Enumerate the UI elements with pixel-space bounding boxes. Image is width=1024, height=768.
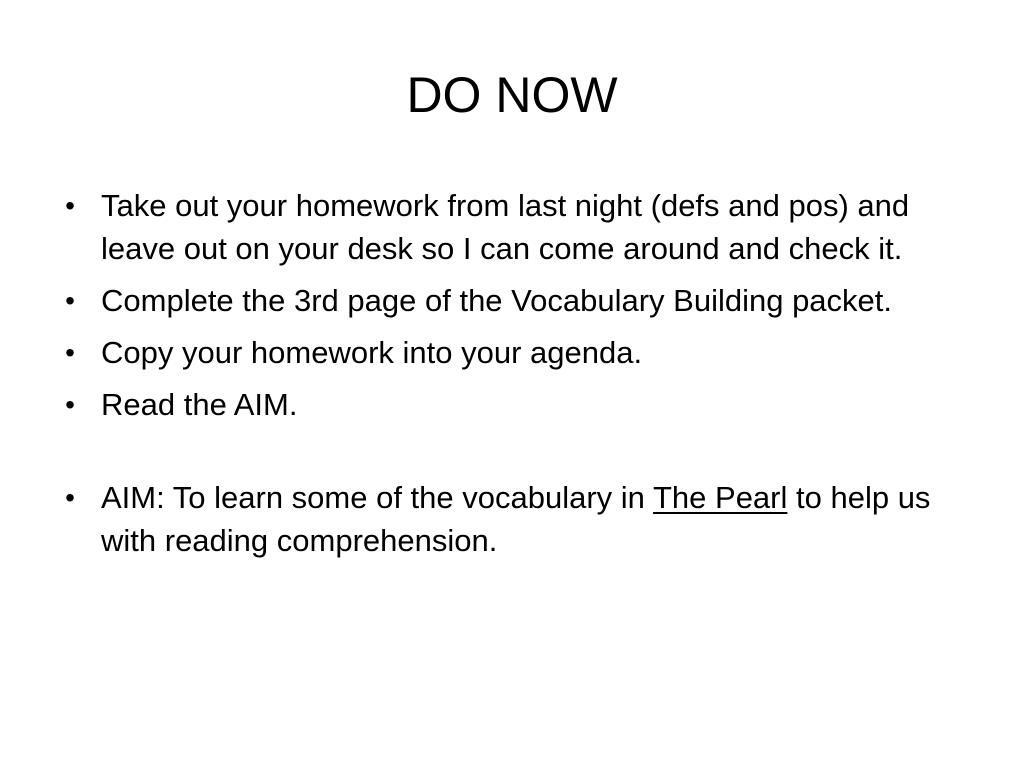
bullet-icon: • xyxy=(65,482,75,513)
bullet-icon: • xyxy=(65,285,75,316)
list-item xyxy=(0,184,1024,270)
list-item xyxy=(0,383,1024,426)
bullet-icon: • xyxy=(65,389,75,420)
aim-suffix: to help us with reading comprehension. xyxy=(101,480,931,558)
bullet-text: Take out your homework from last night (defs and pos) and leave out on your desk so I can come around and check it. xyxy=(101,188,910,266)
bullet-icon: • xyxy=(65,337,75,368)
bullet-text: Copy your homework into your agenda. xyxy=(101,335,643,370)
list-item xyxy=(0,331,1024,374)
aim-prefix: AIM: To learn some of the vocabulary in xyxy=(101,480,653,515)
bullet-icon: • xyxy=(65,190,75,221)
bullet-list xyxy=(0,184,1024,571)
slide-title: DO NOW xyxy=(406,67,618,123)
aim-item xyxy=(0,476,1024,562)
bullet-text: Read the AIM. xyxy=(101,387,298,422)
list-item xyxy=(0,279,1024,322)
bullet-text: Complete the 3rd page of the Vocabulary Building packet. xyxy=(101,283,893,318)
book-title: The Pearl xyxy=(652,480,788,515)
